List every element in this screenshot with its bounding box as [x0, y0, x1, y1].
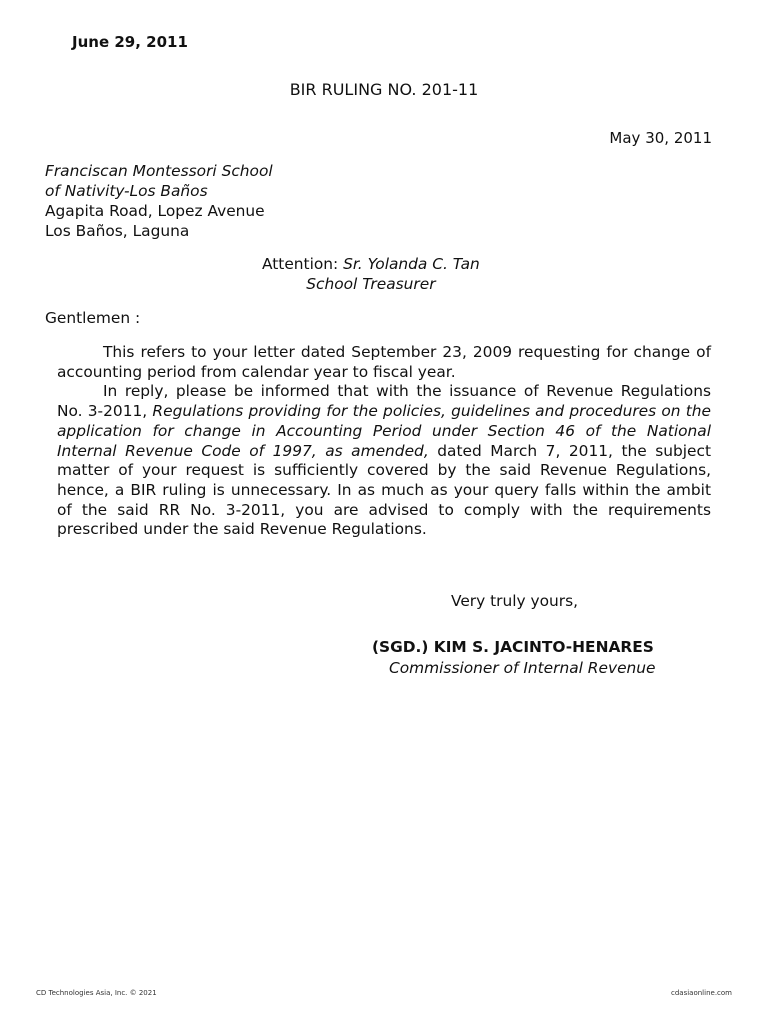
- footer-site-link[interactable]: cdasiaonline.com: [671, 989, 732, 997]
- attention-name: Sr. Yolanda C. Tan: [343, 255, 480, 273]
- addressee-street: Agapita Road, Lopez Avenue: [45, 202, 265, 220]
- publication-date: June 29, 2011: [72, 33, 188, 51]
- letter-date: May 30, 2011: [609, 129, 712, 147]
- complimentary-close: Very truly yours,: [451, 592, 579, 610]
- attention-line: [262, 254, 480, 274]
- ruling-title-text: BIR RULING NO. 201-11: [289, 80, 479, 99]
- addressee-name-line2: of Nativity-Los Baños: [45, 182, 208, 200]
- body-paragraph-2: [57, 382, 711, 540]
- signatory-title: Commissioner of Internal Revenue: [389, 659, 656, 677]
- body-paragraph-2-end: dated March 7, 2011, the subject matter of your request is sufficiently covered by the said Revenue Regulations, hence, a BIR ruling is unnecessary. In as much as your query falls within the ambit of the said RR No. 3-2011, you are advised to comply with the requirements prescribed under the said Revenue Regulations.: [57, 441, 712, 539]
- body-paragraph-2-start: In reply, please be informed that with the issuance of Revenue Regulations No. 3-2011,: [57, 382, 711, 421]
- addressee-block: [45, 161, 273, 241]
- attention-block: [262, 254, 480, 294]
- addressee-name-line1: Franciscan Montessori School: [45, 162, 273, 180]
- letter-body: [57, 343, 711, 540]
- footer-copyright: CD Technologies Asia, Inc. © 2021: [36, 989, 157, 997]
- salutation: Gentlemen :: [45, 309, 141, 327]
- attention-label: Attention:: [262, 255, 344, 273]
- ruling-title: [0, 80, 768, 99]
- signatory-name: (SGD.) KIM S. JACINTO-HENARES: [372, 638, 654, 656]
- body-paragraph-1: This refers to your letter dated September 23, 2009 requesting for change of accounting period from calendar year to fiscal year.: [57, 343, 711, 381]
- addressee-city: Los Baños, Laguna: [45, 222, 190, 240]
- attention-position: School Treasurer: [306, 275, 436, 293]
- regulation-title: Regulations providing for the policies, guidelines and procedures on the application for change in Accounting Period under Section 46 of the National Internal Revenue Code of 1997, as amended,: [57, 402, 711, 460]
